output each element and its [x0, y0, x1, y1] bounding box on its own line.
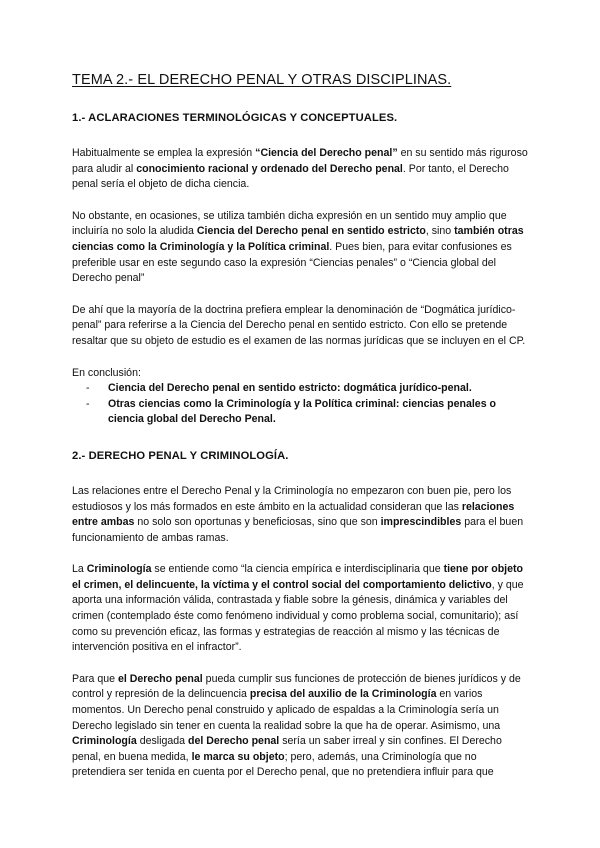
conclusion-label: En conclusión: [72, 366, 141, 379]
section-2-paragraph-2: La Criminología se entiende como “la ciencia empírica e interdisciplinaria que tiene por objeto el crimen, el delincuente, la víctima y el control social del comportamiento delictivo, y que aporta una información válida, contrastada y fiable sobre la génesis, dinámica y variables del crimen (contemplado éste como fenómeno individual y como problema social, comunitario); así como su prevención eficaz, las formas y estrategias de reacción al mismo y las técnicas de intervención positiva en el infractor”. [72, 563, 524, 654]
bullet-dash: - [86, 382, 90, 395]
section-1-paragraph-3: De ahí que la mayoría de la doctrina prefiera emplear la denominación de “Dogmática jurídico-penal” para referirse a la Ciencia del Derecho penal en sentido estricto. Con ello se pretende resaltar que su objeto de estudio es el examen de las normas jurídicas que se incluyen en el CP. [72, 303, 526, 347]
list-item: - Ciencia del Derecho penal en sentido estricto: dogmática jurídico-penal. [72, 381, 528, 397]
bullet-dash: - [86, 397, 90, 410]
section-2-paragraph-1: Las relaciones entre el Derecho Penal y la Criminología no empezaron con buen pie, pero los estudiosos y los más formados en este ámbito en la actualidad consideran que las relaciones entre ambas no solo son oportunas y beneficiosas, sino que son imprescindibles para el buen funcionamiento de ambas ramas. [72, 484, 524, 544]
section-1-paragraph-2: No obstante, en ocasiones, se utiliza también dicha expresión en un sentido muy amplio que incluiría no solo la aludida Ciencia del Derecho penal en sentido estricto, sino también otras ciencias como la Criminología y la Política criminal. Pues bien, para evitar confusiones es preferible usar en este segundo caso la expresión “Ciencias penales” o “Ciencia global del Derecho penal” [72, 209, 524, 285]
section-2-paragraph-3: Para que el Derecho penal pueda cumplir sus funciones de protección de bienes jurídicos y de control y represión de la delincuencia precisa del auxilio de la Criminología en varios momentos. Un Derecho penal construido y aplicado de espaldas a la Criminología sería un Derecho legislado sin tener en cuenta la realidad sobre la que ha de operar. Asimismo, una Criminología desligada del Derecho penal sería un saber irreal y sin confines. El Derecho penal, en buena medida, le marca su objeto; pero, además, una Criminología que no pretendiera ser tenida en cuenta por el Derecho penal, que no pretendiera influir para que [72, 672, 521, 779]
list-item: - Otras ciencias como la Criminología y la Política criminal: ciencias penales o ciencia global del Derecho Penal. [86, 397, 496, 426]
document-title: TEMA 2.- EL DERECHO PENAL Y OTRAS DISCIPLINAS. [72, 72, 452, 88]
section-2-heading: 2.- DERECHO PENAL Y CRIMINOLOGÍA. [72, 449, 289, 462]
conclusion-list [72, 381, 528, 428]
section-1-paragraph-1: Habitualmente se emplea la expresión “Ciencia del Derecho penal” en su sentido más riguroso para aludir al conocimiento racional y ordenado del Derecho penal. Por tanto, el Derecho penal sería el objeto de dicha ciencia. [72, 147, 528, 191]
section-1-heading: 1.- ACLARACIONES TERMINOLÓGICAS Y CONCEPTUALES. [72, 112, 398, 124]
